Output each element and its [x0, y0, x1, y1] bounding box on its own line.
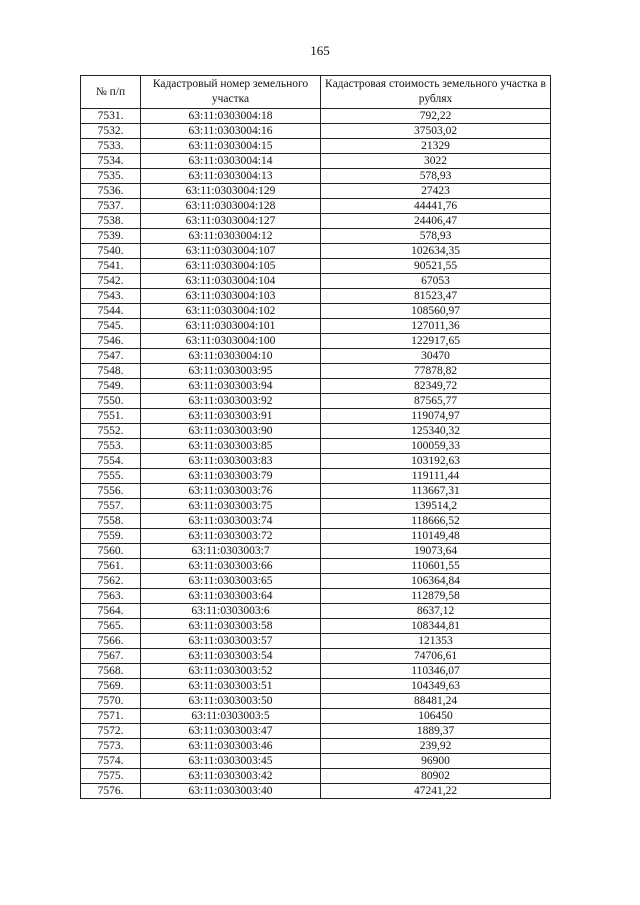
cadastral-number-cell: 63:11:0303003:58: [141, 619, 321, 634]
header-cadastral-value: Кадастровая стоимость земельного участка в рублях: [321, 76, 551, 109]
row-number-cell: 7573.: [81, 739, 141, 754]
table-row: [81, 499, 551, 514]
table-row: [81, 769, 551, 784]
table-row: [81, 289, 551, 304]
table-row: [81, 409, 551, 424]
row-number-cell: 7568.: [81, 664, 141, 679]
cadastral-number-cell: 63:11:0303004:100: [141, 334, 321, 349]
cadastral-value-cell: 47241,22: [321, 784, 551, 799]
cadastral-number-cell: 63:11:0303004:103: [141, 289, 321, 304]
table-row: [81, 364, 551, 379]
row-number-cell: 7549.: [81, 379, 141, 394]
cadastral-number-cell: 63:11:0303003:57: [141, 634, 321, 649]
table-row: [81, 319, 551, 334]
cadastral-value-cell: 90521,55: [321, 259, 551, 274]
row-number-cell: 7540.: [81, 244, 141, 259]
table-row: [81, 244, 551, 259]
cadastral-value-cell: 77878,82: [321, 364, 551, 379]
row-number-cell: 7551.: [81, 409, 141, 424]
row-number-cell: 7562.: [81, 574, 141, 589]
cadastral-value-cell: 792,22: [321, 109, 551, 124]
cadastral-value-cell: 110346,07: [321, 664, 551, 679]
cadastral-value-cell: 108344,81: [321, 619, 551, 634]
row-number-cell: 7557.: [81, 499, 141, 514]
table-row: [81, 679, 551, 694]
row-number-cell: 7532.: [81, 124, 141, 139]
cadastral-number-cell: 63:11:0303003:75: [141, 499, 321, 514]
row-number-cell: 7565.: [81, 619, 141, 634]
table-row: [81, 664, 551, 679]
cadastral-number-cell: 63:11:0303003:65: [141, 574, 321, 589]
cadastral-value-cell: 110149,48: [321, 529, 551, 544]
table-row: [81, 379, 551, 394]
row-number-cell: 7531.: [81, 109, 141, 124]
cadastral-value-cell: 21329: [321, 139, 551, 154]
cadastral-value-cell: 110601,55: [321, 559, 551, 574]
cadastral-number-cell: 63:11:0303004:18: [141, 109, 321, 124]
table-row: [81, 334, 551, 349]
cadastral-number-cell: 63:11:0303004:12: [141, 229, 321, 244]
cadastral-value-cell: 578,93: [321, 229, 551, 244]
cadastral-number-cell: 63:11:0303003:42: [141, 769, 321, 784]
cadastral-value-cell: 106450: [321, 709, 551, 724]
table-row: [81, 259, 551, 274]
table-row: [81, 694, 551, 709]
cadastral-number-cell: 63:11:0303004:10: [141, 349, 321, 364]
cadastral-value-cell: 37503,02: [321, 124, 551, 139]
cadastral-value-cell: 125340,32: [321, 424, 551, 439]
cadastral-number-cell: 63:11:0303003:90: [141, 424, 321, 439]
row-number-cell: 7559.: [81, 529, 141, 544]
row-number-cell: 7575.: [81, 769, 141, 784]
table-row: [81, 484, 551, 499]
table-row: [81, 739, 551, 754]
row-number-cell: 7546.: [81, 334, 141, 349]
row-number-cell: 7539.: [81, 229, 141, 244]
table-row: [81, 349, 551, 364]
table-row: [81, 724, 551, 739]
cadastral-value-cell: 578,93: [321, 169, 551, 184]
cadastral-number-cell: 63:11:0303003:47: [141, 724, 321, 739]
cadastral-number-cell: 63:11:0303003:51: [141, 679, 321, 694]
cadastral-number-cell: 63:11:0303004:102: [141, 304, 321, 319]
cadastral-value-cell: 103192,63: [321, 454, 551, 469]
row-number-cell: 7547.: [81, 349, 141, 364]
row-number-cell: 7569.: [81, 679, 141, 694]
cadastral-value-cell: 19073,64: [321, 544, 551, 559]
row-number-cell: 7558.: [81, 514, 141, 529]
cadastral-value-cell: 119074,97: [321, 409, 551, 424]
row-number-cell: 7544.: [81, 304, 141, 319]
table-row: [81, 199, 551, 214]
cadastral-value-cell: 24406,47: [321, 214, 551, 229]
cadastral-number-cell: 63:11:0303003:91: [141, 409, 321, 424]
row-number-cell: 7538.: [81, 214, 141, 229]
table-row: [81, 574, 551, 589]
row-number-cell: 7553.: [81, 439, 141, 454]
table-row: [81, 124, 551, 139]
cadastral-number-cell: 63:11:0303003:54: [141, 649, 321, 664]
cadastral-number-cell: 63:11:0303003:46: [141, 739, 321, 754]
cadastral-value-cell: 8637,12: [321, 604, 551, 619]
cadastral-value-cell: 80902: [321, 769, 551, 784]
table-row: [81, 109, 551, 124]
row-number-cell: 7545.: [81, 319, 141, 334]
table-row: [81, 649, 551, 664]
row-number-cell: 7574.: [81, 754, 141, 769]
table-row: [81, 214, 551, 229]
row-number-cell: 7567.: [81, 649, 141, 664]
row-number-cell: 7570.: [81, 694, 141, 709]
table-row: [81, 274, 551, 289]
cadastral-value-cell: 87565,77: [321, 394, 551, 409]
row-number-cell: 7534.: [81, 154, 141, 169]
table-row: [81, 784, 551, 799]
cadastral-number-cell: 63:11:0303004:129: [141, 184, 321, 199]
cadastral-number-cell: 63:11:0303003:79: [141, 469, 321, 484]
page-number: 165: [310, 43, 330, 58]
row-number-cell: 7560.: [81, 544, 141, 559]
table-row: [81, 709, 551, 724]
table-row: [81, 229, 551, 244]
row-number-cell: 7533.: [81, 139, 141, 154]
row-number-cell: 7576.: [81, 784, 141, 799]
row-number-cell: 7552.: [81, 424, 141, 439]
cadastral-value-cell: 122917,65: [321, 334, 551, 349]
table-row: [81, 514, 551, 529]
cadastral-value-cell: 67053: [321, 274, 551, 289]
cadastral-value-cell: 112879,58: [321, 589, 551, 604]
row-number-cell: 7536.: [81, 184, 141, 199]
header-cadastral-number: Кадастровый номер земельного участка: [141, 76, 321, 109]
row-number-cell: 7537.: [81, 199, 141, 214]
row-number-cell: 7541.: [81, 259, 141, 274]
row-number-cell: 7543.: [81, 289, 141, 304]
cadastral-number-cell: 63:11:0303004:14: [141, 154, 321, 169]
row-number-cell: 7554.: [81, 454, 141, 469]
table-body: [81, 109, 551, 799]
cadastral-number-cell: 63:11:0303004:104: [141, 274, 321, 289]
table-row: [81, 424, 551, 439]
cadastral-value-cell: 81523,47: [321, 289, 551, 304]
cadastral-number-cell: 63:11:0303003:64: [141, 589, 321, 604]
cadastral-number-cell: 63:11:0303003:74: [141, 514, 321, 529]
table-row: [81, 634, 551, 649]
row-number-cell: 7561.: [81, 559, 141, 574]
cadastral-number-cell: 63:11:0303004:105: [141, 259, 321, 274]
table-row: [81, 139, 551, 154]
cadastral-number-cell: 63:11:0303004:13: [141, 169, 321, 184]
row-number-cell: 7566.: [81, 634, 141, 649]
cadastral-number-cell: 63:11:0303003:52: [141, 664, 321, 679]
cadastral-number-cell: 63:11:0303003:94: [141, 379, 321, 394]
table-row: [81, 439, 551, 454]
cadastral-value-cell: 3022: [321, 154, 551, 169]
cadastral-value-cell: 30470: [321, 349, 551, 364]
cadastral-value-cell: 119111,44: [321, 469, 551, 484]
cadastral-value-table: [80, 75, 551, 799]
row-number-cell: 7563.: [81, 589, 141, 604]
table-row: [81, 619, 551, 634]
cadastral-number-cell: 63:11:0303004:16: [141, 124, 321, 139]
table-header-row: [81, 76, 551, 109]
table-row: [81, 589, 551, 604]
row-number-cell: 7571.: [81, 709, 141, 724]
row-number-cell: 7542.: [81, 274, 141, 289]
header-row-number: № п/п: [81, 76, 141, 109]
table-row: [81, 304, 551, 319]
cadastral-value-cell: 100059,33: [321, 439, 551, 454]
table-row: [81, 184, 551, 199]
row-number-cell: 7535.: [81, 169, 141, 184]
table-row: [81, 169, 551, 184]
cadastral-value-cell: 118666,52: [321, 514, 551, 529]
row-number-cell: 7555.: [81, 469, 141, 484]
table-row: [81, 604, 551, 619]
cadastral-value-cell: 106364,84: [321, 574, 551, 589]
row-number-cell: 7572.: [81, 724, 141, 739]
cadastral-number-cell: 63:11:0303003:6: [141, 604, 321, 619]
cadastral-value-cell: 44441,76: [321, 199, 551, 214]
cadastral-number-cell: 63:11:0303003:85: [141, 439, 321, 454]
cadastral-number-cell: 63:11:0303003:45: [141, 754, 321, 769]
cadastral-number-cell: 63:11:0303004:128: [141, 199, 321, 214]
cadastral-number-cell: 63:11:0303003:40: [141, 784, 321, 799]
cadastral-number-cell: 63:11:0303004:101: [141, 319, 321, 334]
row-number-cell: 7556.: [81, 484, 141, 499]
table-row: [81, 469, 551, 484]
row-number-cell: 7550.: [81, 394, 141, 409]
cadastral-value-cell: 96900: [321, 754, 551, 769]
table-row: [81, 394, 551, 409]
cadastral-value-cell: 127011,36: [321, 319, 551, 334]
cadastral-number-cell: 63:11:0303003:7: [141, 544, 321, 559]
cadastral-number-cell: 63:11:0303004:127: [141, 214, 321, 229]
cadastral-value-cell: 74706,61: [321, 649, 551, 664]
cadastral-number-cell: 63:11:0303003:92: [141, 394, 321, 409]
table-row: [81, 454, 551, 469]
cadastral-value-cell: 104349,63: [321, 679, 551, 694]
cadastral-value-cell: 102634,35: [321, 244, 551, 259]
row-number-cell: 7548.: [81, 364, 141, 379]
row-number-cell: 7564.: [81, 604, 141, 619]
table-row: [81, 154, 551, 169]
cadastral-value-cell: 88481,24: [321, 694, 551, 709]
cadastral-number-cell: 63:11:0303004:15: [141, 139, 321, 154]
cadastral-number-cell: 63:11:0303003:5: [141, 709, 321, 724]
cadastral-value-cell: 139514,2: [321, 499, 551, 514]
cadastral-number-cell: 63:11:0303004:107: [141, 244, 321, 259]
table-row: [81, 754, 551, 769]
table-row: [81, 559, 551, 574]
cadastral-value-cell: 82349,72: [321, 379, 551, 394]
cadastral-value-cell: 121353: [321, 634, 551, 649]
cadastral-value-cell: 239,92: [321, 739, 551, 754]
cadastral-number-cell: 63:11:0303003:50: [141, 694, 321, 709]
cadastral-value-cell: 108560,97: [321, 304, 551, 319]
table-row: [81, 529, 551, 544]
cadastral-value-cell: 1889,37: [321, 724, 551, 739]
cadastral-number-cell: 63:11:0303003:95: [141, 364, 321, 379]
cadastral-value-cell: 113667,31: [321, 484, 551, 499]
table-row: [81, 544, 551, 559]
cadastral-value-cell: 27423: [321, 184, 551, 199]
cadastral-number-cell: 63:11:0303003:72: [141, 529, 321, 544]
cadastral-number-cell: 63:11:0303003:83: [141, 454, 321, 469]
cadastral-number-cell: 63:11:0303003:66: [141, 559, 321, 574]
cadastral-number-cell: 63:11:0303003:76: [141, 484, 321, 499]
